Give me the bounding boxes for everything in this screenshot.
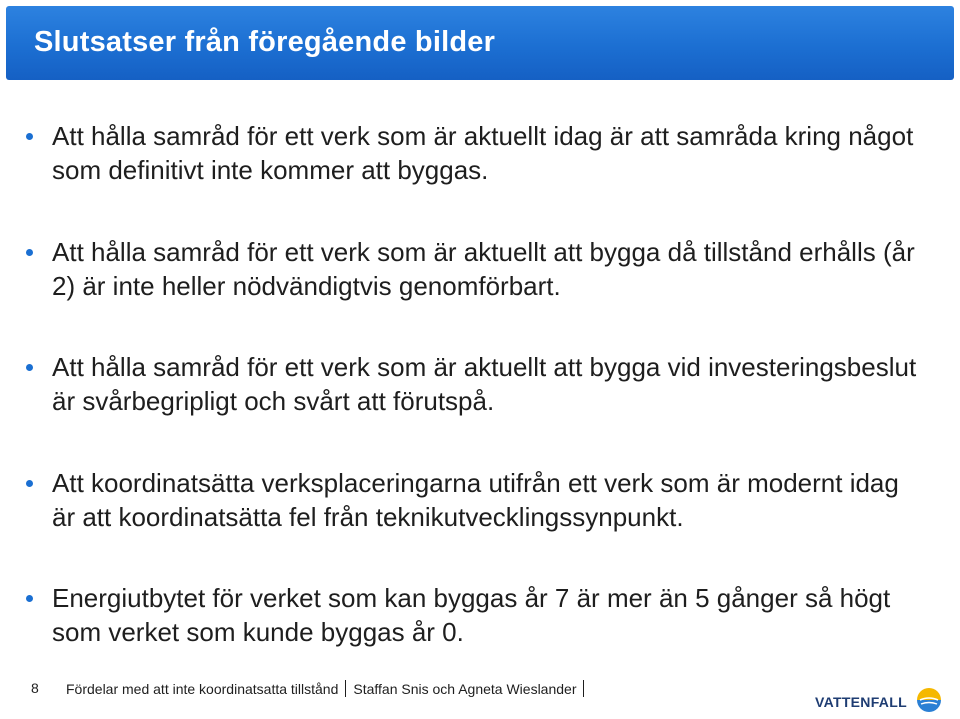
bullet-text: Energiutbytet för verket som kan byggas år 7 är mer än 5 gånger så högt som verket som kunde byggas år 0. xyxy=(52,583,891,647)
bullet-dot-icon xyxy=(26,480,33,487)
footer-topic: Fördelar med att inte koordinatsatta tillstånd xyxy=(66,681,339,697)
title-bar xyxy=(6,6,954,80)
bullet-text: Att hålla samråd för ett verk som är aktuellt idag är att samråda kring något som definitivt inte kommer att byggas. xyxy=(52,121,914,185)
page-number: 8 xyxy=(31,680,39,696)
bullet-dot-icon xyxy=(26,364,33,371)
footer-text xyxy=(66,680,591,697)
footer-divider xyxy=(345,680,346,697)
bullet-text: Att hålla samråd för ett verk som är aktuellt att bygga då tillstånd erhålls (år 2) är inte heller nödvändigtvis genomförbart. xyxy=(52,237,915,301)
bullet-dot-icon xyxy=(26,595,33,602)
footer-authors: Staffan Snis och Agneta Wieslander xyxy=(353,681,577,697)
vattenfall-logo xyxy=(815,686,943,716)
bullet-dot-icon xyxy=(26,249,33,256)
slide-title: Slutsatser från föregående bilder xyxy=(34,26,496,58)
logo-text: VATTENFALL xyxy=(815,694,907,710)
bullet-text: Att koordinatsätta verksplaceringarna utifrån ett verk som är modernt idag är att koordinatsätta fel från teknikutvecklingssynpunkt. xyxy=(52,468,899,532)
footer-divider xyxy=(583,680,584,697)
bullet-dot-icon xyxy=(26,133,33,140)
vattenfall-sun-icon xyxy=(915,686,943,714)
bullet-text: Att hålla samråd för ett verk som är aktuellt att bygga vid investeringsbeslut är svårbegripligt och svårt att förutspå. xyxy=(52,352,917,416)
